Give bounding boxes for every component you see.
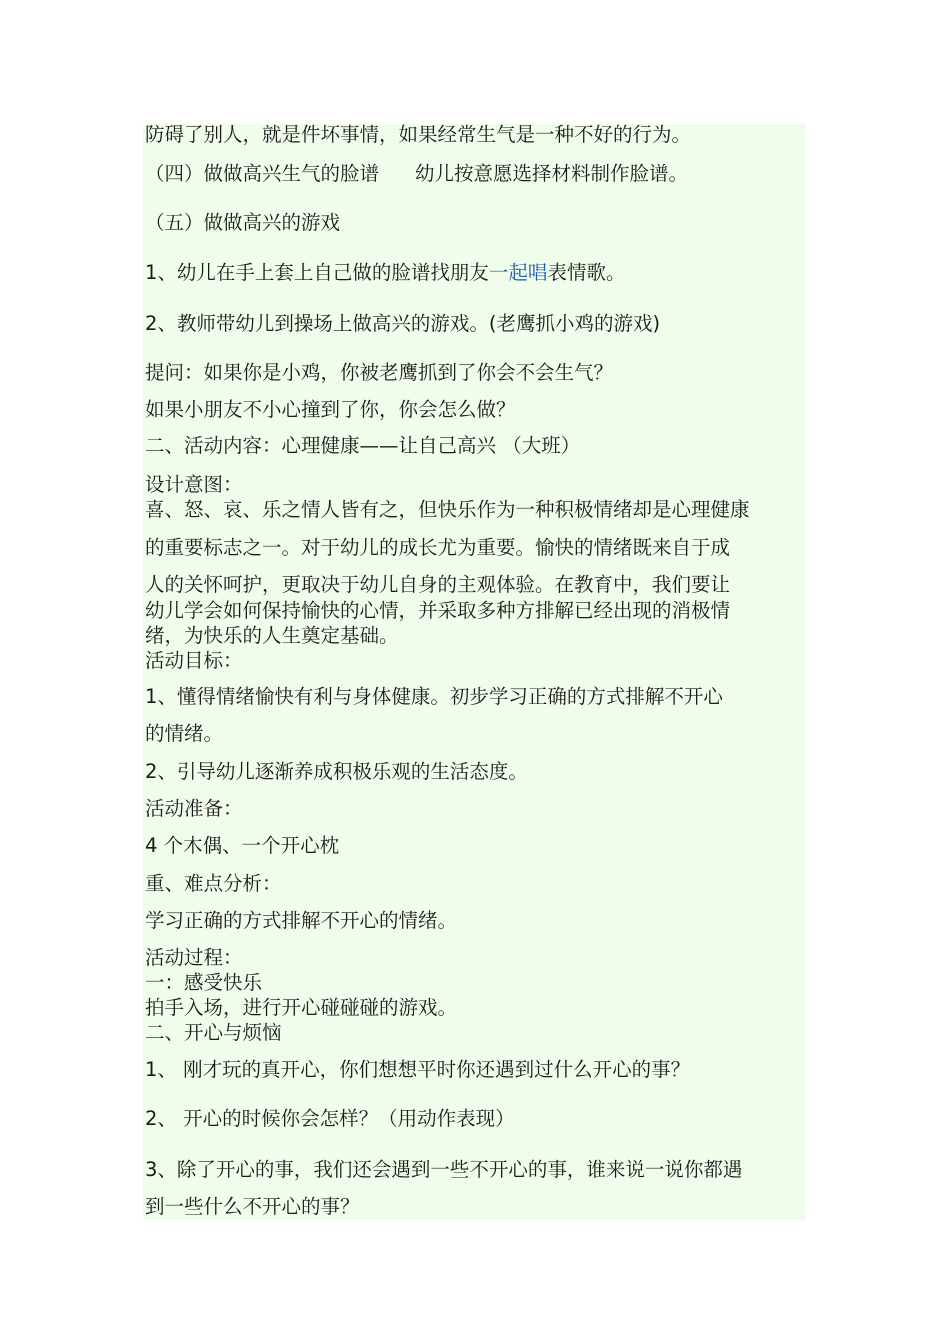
text-line (145, 397, 516, 423)
text-span: 学习正确的方式排解不开心的情绪。 (145, 909, 458, 932)
text-line (145, 721, 223, 747)
text-line (145, 433, 580, 459)
text-span: 幼儿学会如何保持愉快的心情，并采取多种方排解已经出现的消极情 (145, 599, 731, 622)
text-line (145, 796, 243, 822)
text-line (145, 1157, 742, 1183)
text-line (145, 684, 723, 710)
text-span: （四）做做高兴生气的脸谱 (145, 162, 380, 185)
text-span: 1、懂得情绪愉快有利与身体健康。初步学习正确的方式排解不开心 (145, 685, 723, 708)
text-line (145, 871, 282, 897)
text-line (145, 260, 625, 286)
text-span: 设计意图： (145, 473, 243, 496)
text-span: 1、幼儿在手上套上自己做的脸谱找朋友 (145, 261, 489, 284)
text-line (145, 535, 730, 561)
text-span: 的情绪。 (145, 722, 224, 745)
text-span: 拍手入场，进行开心碰碰碰的游戏。 (145, 996, 458, 1019)
text-span: 表情歌。 (547, 261, 626, 284)
text-line (145, 497, 750, 523)
text-line (145, 1194, 360, 1220)
text-line (145, 833, 339, 859)
text-span: 人的关怀呵护，更取决于幼儿自身的主观体验。在教育中，我们要让 (145, 573, 731, 596)
text-line (145, 311, 660, 337)
text-span: 活动目标： (145, 649, 243, 672)
text-line (145, 598, 730, 624)
text-span: 二、开心与烦恼 (145, 1021, 282, 1044)
text-span: 喜、怒、哀、乐之情人皆有之，但快乐作为一种积极情绪却是心理健康 (145, 498, 750, 521)
text-line (145, 1106, 515, 1132)
text-span: 到一些什么不开心的事？ (145, 1195, 360, 1218)
text-line (145, 472, 243, 498)
text-span: 的重要标志之一。对于幼儿的成长尤为重要。愉快的情绪既来自于成 (145, 536, 731, 559)
text-span: 活动准备： (145, 797, 243, 820)
text-span: 幼儿按意愿选择材料制作脸谱。 (415, 162, 689, 185)
text-span: 2、引导幼儿逐渐养成积极乐观的生活态度。 (145, 760, 528, 783)
text-span: 活动过程： (145, 946, 243, 969)
text-line (145, 161, 688, 187)
text-span: 提问：如果你是小鸡，你被老鹰抓到了你会不会生气？ (145, 361, 614, 384)
text-line (145, 1020, 282, 1046)
text-span: 如果小朋友不小心撞到了你，你会怎么做？ (145, 398, 516, 421)
text-line (145, 360, 613, 386)
hyperlink[interactable]: 一起唱 (488, 261, 548, 284)
text-span: 2、 开心的时候你会怎样？（用动作表现） (145, 1107, 515, 1130)
text-line (145, 572, 730, 598)
text-span: 二、活动内容：心理健康——让自己高兴 （大班） (145, 434, 581, 457)
text-line (145, 210, 340, 236)
text-span: （五）做做高兴的游戏 (145, 211, 341, 234)
text-line (145, 945, 243, 971)
text-span: 3、除了开心的事，我们还会遇到一些不开心的事，谁来说一说你都遇 (145, 1158, 743, 1181)
text-line (145, 908, 457, 934)
text-span: 重、难点分析： (145, 872, 282, 895)
text-span: 4 个木偶、一个开心枕 (145, 834, 340, 857)
text-span: 绪，为快乐的人生奠定基础。 (145, 624, 399, 647)
text-line (145, 759, 528, 785)
text-line (145, 1057, 690, 1083)
text-span: 2、教师带幼儿到操场上做高兴的游戏。(老鹰抓小鸡的游戏) (145, 312, 661, 335)
text-line (145, 648, 243, 674)
text-line (145, 970, 262, 996)
text-line (145, 122, 691, 148)
text-span: 防碍了别人，就是件坏事情，如果经常生气是一种不好的行为。 (145, 123, 692, 146)
text-line (145, 623, 399, 649)
text-line (145, 995, 457, 1021)
text-span: 1、 刚才玩的真开心，你们想想平时你还遇到过什么开心的事？ (145, 1058, 691, 1081)
text-span: 一：感受快乐 (145, 971, 263, 994)
